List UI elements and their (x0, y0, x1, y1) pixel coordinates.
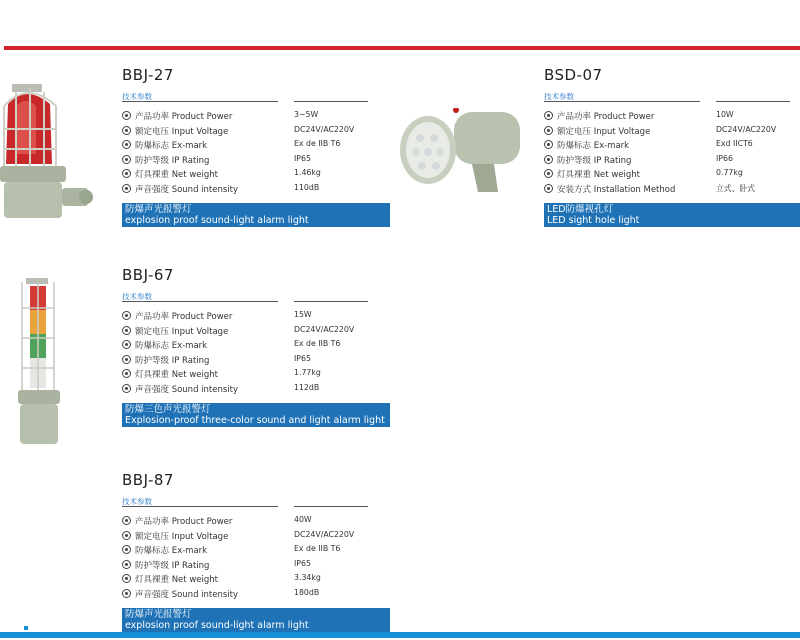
spec-row (122, 325, 392, 340)
spec-label: 防爆标志 Ex-mark (135, 546, 208, 556)
spec-row (122, 573, 392, 588)
target-icon (122, 531, 131, 540)
target-icon (544, 169, 553, 178)
spec-row (122, 559, 392, 574)
target-icon (544, 140, 553, 149)
spec-label: 额定电压 Input Voltage (135, 326, 229, 337)
spec-value: Exd IICT6 (716, 139, 753, 148)
spec-value: Ex de IIB T6 (294, 139, 341, 148)
product-bbj-87 (122, 471, 412, 632)
target-icon (122, 311, 131, 320)
spec-value: 0.77kg (716, 168, 743, 177)
target-icon (122, 355, 131, 364)
model-name: BSD-07 (544, 66, 603, 84)
banner-en: explosion proof sound-light alarm light (125, 620, 309, 631)
red-alarm-light-icon (0, 84, 95, 224)
spec-label: 防爆标志 Ex-mark (557, 141, 630, 151)
spec-row (122, 339, 392, 354)
tri-color-alarm-tower-icon (14, 278, 64, 448)
spec-row (122, 110, 392, 125)
bottom-mark (24, 626, 28, 630)
spec-label: 安装方式 Installation Method (557, 184, 676, 195)
product-bbj-27 (122, 66, 412, 231)
model-name: BBJ-87 (122, 471, 174, 489)
spec-value: 1.46kg (294, 168, 321, 177)
spec-row (122, 154, 392, 169)
spec-value: 3.34kg (294, 573, 321, 582)
spec-label: 声音强度 Sound intensity (135, 184, 239, 195)
target-icon (544, 184, 553, 193)
banner-cn: 防爆三色声光报警灯 (125, 404, 211, 415)
spec-row (122, 354, 392, 369)
spec-label: 防爆标志 Ex-mark (135, 341, 208, 351)
spec-value: DC24V/AC220V (294, 324, 355, 334)
target-icon (122, 155, 131, 164)
spec-row (122, 125, 392, 140)
spec-label: 灯具裸重 Net weight (557, 170, 640, 180)
spec-value: 112dB (294, 382, 320, 392)
target-icon (122, 340, 131, 349)
spec-label: 产品功率 Product Power (135, 112, 233, 122)
target-icon (544, 126, 553, 135)
spec-value: 3~5W (294, 110, 319, 119)
divider (294, 301, 368, 302)
spec-label: 灯具裸重 Net weight (135, 370, 218, 380)
product-name-banner (122, 203, 390, 227)
target-icon (122, 111, 131, 120)
spec-list (544, 110, 800, 197)
target-icon (122, 384, 131, 393)
banner-cn: LED防爆视孔灯 (547, 204, 614, 215)
divider (294, 506, 368, 507)
divider (122, 301, 278, 302)
divider (544, 101, 700, 102)
spec-label: 额定电压 Input Voltage (557, 126, 651, 137)
target-icon (544, 155, 553, 164)
spec-label: 防护等级 IP Rating (135, 155, 210, 166)
target-icon (122, 140, 131, 149)
spec-value: IP65 (294, 353, 311, 363)
spec-row (122, 368, 392, 383)
banner-en: Explosion-proof three-color sound and light alarm light (125, 415, 385, 426)
model-name: BBJ-27 (122, 66, 174, 84)
spec-row (544, 125, 800, 140)
led-sight-hole-light-icon (398, 108, 523, 198)
spec-tag: 技术参数 (544, 92, 574, 101)
spec-value: DC24V/AC220V (294, 124, 355, 134)
model-name: BBJ-67 (122, 266, 174, 284)
spec-label: 声音强度 Sound intensity (135, 589, 239, 600)
spec-label: 声音强度 Sound intensity (135, 384, 239, 395)
spec-row (122, 530, 392, 545)
target-icon (122, 169, 131, 178)
spec-row (122, 168, 392, 183)
spec-value: DC24V/AC220V (294, 529, 355, 539)
product-bbj-67 (122, 266, 412, 431)
spec-value: 180dB (294, 587, 320, 597)
spec-label: 防护等级 IP Rating (135, 560, 210, 571)
spec-tag: 技术参数 (122, 92, 152, 101)
spec-value: IP65 (294, 558, 311, 568)
spec-label: 防爆标志 Ex-mark (135, 141, 208, 151)
product-bsd-07 (544, 66, 800, 231)
spec-label: 防护等级 IP Rating (135, 355, 210, 366)
spec-row (544, 183, 800, 198)
target-icon (122, 326, 131, 335)
target-icon (544, 111, 553, 120)
product-name-banner (544, 203, 800, 227)
spec-value: IP66 (716, 153, 733, 163)
banner-cn: 防爆声光报警灯 (125, 609, 192, 620)
product-name-banner (122, 403, 390, 427)
target-icon (122, 589, 131, 598)
target-icon (122, 545, 131, 554)
spec-value: DC24V/AC220V (716, 124, 777, 134)
spec-row (544, 110, 800, 125)
spec-row (544, 154, 800, 169)
spec-label: 灯具裸重 Net weight (135, 575, 218, 585)
spec-label: 灯具裸重 Net weight (135, 170, 218, 180)
spec-list (122, 310, 392, 397)
divider (122, 101, 278, 102)
spec-row (122, 310, 392, 325)
spec-list (122, 515, 392, 602)
spec-row (122, 588, 392, 603)
spec-value: Ex de IIB T6 (294, 339, 341, 348)
target-icon (122, 516, 131, 525)
spec-label: 产品功率 Product Power (135, 312, 233, 322)
target-icon (122, 369, 131, 378)
spec-label: 防护等级 IP Rating (557, 155, 632, 166)
spec-row (122, 515, 392, 530)
spec-label: 产品功率 Product Power (557, 112, 655, 122)
divider (122, 506, 278, 507)
spec-value: 40W (294, 515, 312, 524)
divider (716, 101, 790, 102)
top-red-rule (4, 46, 800, 50)
target-icon (122, 574, 131, 583)
target-icon (122, 126, 131, 135)
bottom-blue-rule (0, 632, 800, 638)
spec-row (122, 544, 392, 559)
product-name-banner (122, 608, 390, 632)
spec-value: 110dB (294, 182, 320, 192)
spec-list (122, 110, 392, 197)
spec-tag: 技术参数 (122, 497, 152, 506)
spec-label: 产品功率 Product Power (135, 517, 233, 527)
spec-value: 1.77kg (294, 368, 321, 377)
spec-row (122, 383, 392, 398)
spec-row (122, 139, 392, 154)
spec-row (544, 168, 800, 183)
spec-value: IP65 (294, 153, 311, 163)
spec-label: 额定电压 Input Voltage (135, 126, 229, 137)
target-icon (122, 560, 131, 569)
spec-value: 15W (294, 310, 312, 319)
target-icon (122, 184, 131, 193)
spec-label: 额定电压 Input Voltage (135, 531, 229, 542)
spec-value: 10W (716, 110, 734, 119)
banner-en: LED sight hole light (547, 215, 640, 226)
divider (294, 101, 368, 102)
banner-cn: 防爆声光报警灯 (125, 204, 192, 215)
spec-row (122, 183, 392, 198)
spec-row (544, 139, 800, 154)
spec-value: 立式、卧式 (716, 183, 755, 193)
banner-en: explosion proof sound-light alarm light (125, 215, 309, 226)
spec-value: Ex de IIB T6 (294, 544, 341, 553)
spec-tag: 技术参数 (122, 292, 152, 301)
